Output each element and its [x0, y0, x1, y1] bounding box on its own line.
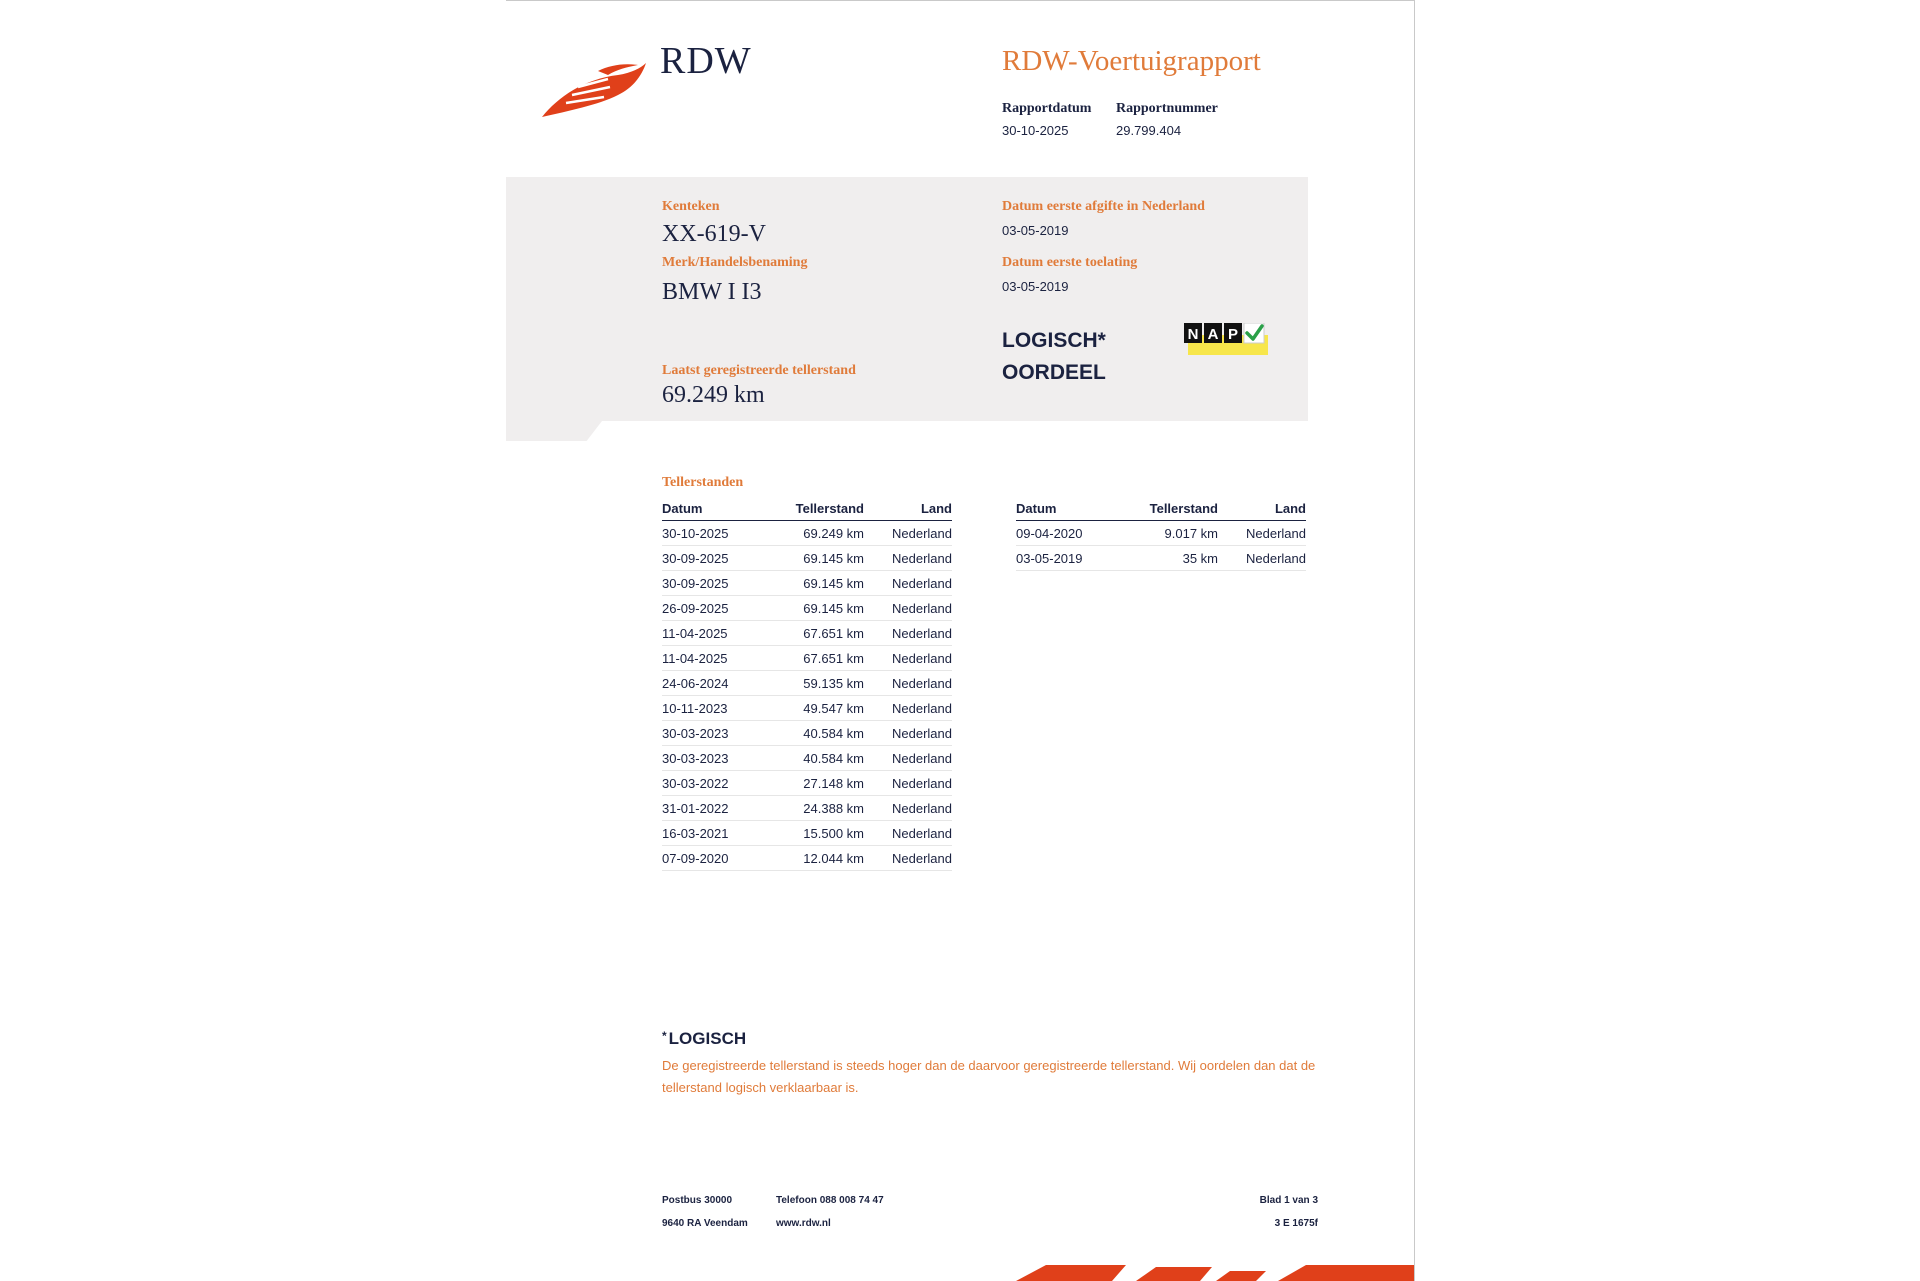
cell-tellerstand: 67.651 km [772, 621, 864, 646]
nap-letter-a: A [1207, 326, 1219, 343]
cell-datum: 30-03-2023 [662, 721, 772, 746]
col-tellerstand: Tellerstand [1126, 499, 1218, 521]
cell-datum: 10-11-2023 [662, 696, 772, 721]
table-header-row [1016, 499, 1306, 521]
table-row [662, 521, 952, 546]
col-datum: Datum [1016, 499, 1126, 521]
logisch-note-title [662, 1029, 746, 1049]
table-header-row [662, 499, 952, 521]
cell-land: Nederland [864, 721, 952, 746]
odometer-verdict [1002, 325, 1142, 389]
table-row [662, 821, 952, 846]
cell-land: Nederland [864, 696, 952, 721]
footer-stripes-icon [1016, 1263, 1414, 1281]
toelating-label: Datum eerste toelating [1002, 255, 1138, 270]
panel-tail-decoration [506, 421, 602, 441]
footer-phone: Telefoon 088 008 74 47 [776, 1195, 884, 1206]
table-row [662, 621, 952, 646]
cell-datum: 24-06-2024 [662, 671, 772, 696]
merk-label: Merk/Handelsbenaming [662, 255, 808, 270]
kenteken-value: XX-619-V [662, 221, 766, 247]
footer-web[interactable]: www.rdw.nl [776, 1218, 831, 1229]
table-row [662, 796, 952, 821]
cell-tellerstand: 40.584 km [772, 746, 864, 771]
note-title-text: LOGISCH [668, 1029, 747, 1048]
rapportdatum-value: 30-10-2025 [1002, 123, 1069, 138]
cell-datum: 30-03-2023 [662, 746, 772, 771]
cell-tellerstand: 67.651 km [772, 646, 864, 671]
note-asterisk: * [662, 1029, 667, 1043]
cell-datum: 11-04-2025 [662, 621, 772, 646]
cell-datum: 11-04-2025 [662, 646, 772, 671]
tellerstanden-title: Tellerstanden [662, 475, 744, 490]
verdict-line-1: LOGISCH* [1002, 329, 1106, 352]
report-page [506, 0, 1415, 1281]
cell-land: Nederland [864, 671, 952, 696]
cell-land: Nederland [864, 596, 952, 621]
cell-land: Nederland [864, 646, 952, 671]
table-row [1016, 521, 1306, 546]
cell-tellerstand: 24.388 km [772, 796, 864, 821]
footer-postbus: Postbus 30000 [662, 1195, 733, 1206]
verdict-line-2: OORDEEL [1002, 361, 1106, 384]
cell-land: Nederland [864, 746, 952, 771]
tellerstand-value: 69.249 km [662, 382, 765, 408]
cell-land: Nederland [864, 821, 952, 846]
cell-land: Nederland [864, 546, 952, 571]
cell-datum: 30-10-2025 [662, 521, 772, 546]
table-row [662, 571, 952, 596]
table-row [1016, 546, 1306, 571]
afgifte-label: Datum eerste afgifte in Nederland [1002, 199, 1205, 214]
cell-tellerstand: 27.148 km [772, 771, 864, 796]
cell-land: Nederland [864, 521, 952, 546]
table-row [662, 771, 952, 796]
kenteken-label: Kenteken [662, 199, 720, 214]
nap-badge-icon [1184, 323, 1268, 355]
afgifte-value: 03-05-2019 [1002, 223, 1069, 238]
odometer-table-right [1016, 499, 1306, 571]
nap-letter-p: P [1227, 326, 1239, 343]
table-row [662, 846, 952, 871]
table-row [662, 671, 952, 696]
cell-tellerstand: 69.145 km [772, 571, 864, 596]
cell-land: Nederland [864, 846, 952, 871]
cell-datum: 07-09-2020 [662, 846, 772, 871]
brand-name: RDW [660, 40, 752, 82]
rapportnummer-value: 29.799.404 [1116, 123, 1182, 138]
cell-land: Nederland [1218, 521, 1306, 546]
cell-datum: 30-09-2025 [662, 546, 772, 571]
footer-code: 3 E 1675f [1274, 1218, 1318, 1229]
cell-datum: 03-05-2019 [1016, 546, 1126, 571]
cell-tellerstand: 59.135 km [772, 671, 864, 696]
cell-datum: 30-09-2025 [662, 571, 772, 596]
cell-tellerstand: 15.500 km [772, 821, 864, 846]
cell-datum: 26-09-2025 [662, 596, 772, 621]
cell-land: Nederland [1218, 546, 1306, 571]
rapportnummer-label: Rapportnummer [1116, 101, 1218, 116]
cell-tellerstand: 9.017 km [1126, 521, 1218, 546]
table-row [662, 546, 952, 571]
odometer-table-left [662, 499, 952, 871]
col-datum: Datum [662, 499, 772, 521]
cell-tellerstand: 69.249 km [772, 521, 864, 546]
report-title: RDW-Voertuigrapport [1002, 45, 1261, 77]
cell-tellerstand: 40.584 km [772, 721, 864, 746]
cell-land: Nederland [864, 771, 952, 796]
table-row [662, 746, 952, 771]
logisch-note-text: De geregistreerde tellerstand is steeds hoger dan de daarvoor geregistreerde tellerstand. Wij oordelen dan dat de tellerstand logisch verklaarbaar is. [662, 1058, 1316, 1095]
rapportdatum-label: Rapportdatum [1002, 101, 1092, 116]
vehicle-info-panel [506, 177, 1308, 421]
nap-letter-n: N [1187, 326, 1199, 343]
cell-datum: 16-03-2021 [662, 821, 772, 846]
table-row [662, 646, 952, 671]
cell-tellerstand: 35 km [1126, 546, 1218, 571]
cell-tellerstand: 69.145 km [772, 596, 864, 621]
footer-address: 9640 RA Veendam [662, 1218, 748, 1229]
cell-land: Nederland [864, 621, 952, 646]
cell-datum: 31-01-2022 [662, 796, 772, 821]
tellerstand-label: Laatst geregistreerde tellerstand [662, 363, 856, 378]
cell-land: Nederland [864, 796, 952, 821]
table-row [662, 696, 952, 721]
footer-page-number: Blad 1 van 3 [1259, 1195, 1318, 1206]
cell-land: Nederland [864, 571, 952, 596]
rdw-logo-icon [538, 57, 648, 121]
cell-datum: 09-04-2020 [1016, 521, 1126, 546]
col-land: Land [1218, 499, 1306, 521]
table-row [662, 596, 952, 621]
cell-tellerstand: 49.547 km [772, 696, 864, 721]
merk-value: BMW I I3 [662, 279, 762, 305]
col-land: Land [864, 499, 952, 521]
cell-tellerstand: 69.145 km [772, 546, 864, 571]
cell-datum: 30-03-2022 [662, 771, 772, 796]
table-row [662, 721, 952, 746]
col-tellerstand: Tellerstand [772, 499, 864, 521]
toelating-value: 03-05-2019 [1002, 279, 1069, 294]
cell-tellerstand: 12.044 km [772, 846, 864, 871]
